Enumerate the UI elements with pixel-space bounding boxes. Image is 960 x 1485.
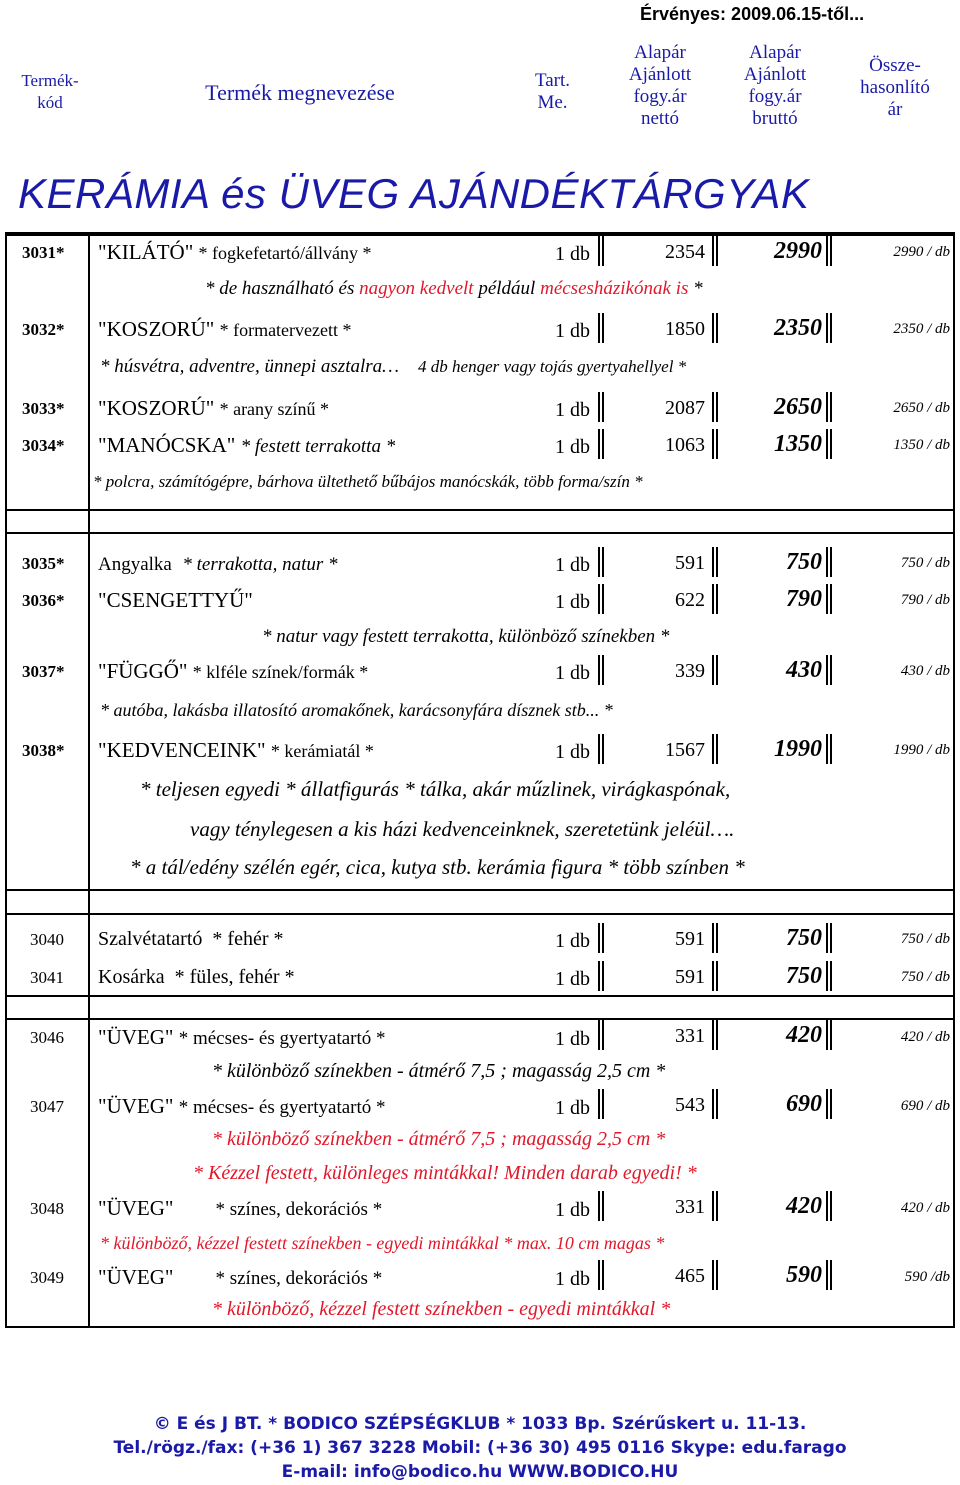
product-name: "ÜVEG" * mécses- és gyertyatartó * [98, 1094, 386, 1118]
product-name: "ÜVEG" * színes, dekorációs * [98, 1265, 383, 1289]
price-column-bar [598, 1260, 600, 1290]
product-name: "FÜGGŐ" * klféle színek/formák * [98, 659, 369, 683]
product-qty: 1 db [555, 1199, 590, 1221]
product-note: * a tál/edény szélén egér, cica, kutya stb. kerámia figura * több színben * [130, 855, 745, 879]
product-code: 3034* [22, 436, 65, 455]
product-gross: 2350 [774, 315, 822, 341]
product-code: 3036* [22, 591, 65, 610]
product-qty: 1 db [555, 399, 590, 421]
footer-contact: Tel./rögz./fax: (+36 1) 367 3228 Mobil: (+36 30) 495 0116 Skype: edu.farago [113, 1438, 847, 1458]
price-column-bar [602, 655, 604, 685]
product-net: 331 [675, 1025, 705, 1047]
product-qty: 1 db [555, 741, 590, 763]
price-column-bar [598, 961, 600, 991]
product-compare: 1990 / db [893, 742, 950, 758]
price-column-bar [826, 655, 828, 685]
product-qty: 1 db [555, 1268, 590, 1290]
price-column-bar [598, 392, 600, 422]
price-column-bar [602, 923, 604, 953]
price-column-bar [602, 961, 604, 991]
product-name: Szalvétatartó * fehér * [98, 928, 284, 950]
product-net: 339 [675, 660, 705, 682]
product-qty: 1 db [555, 1097, 590, 1119]
price-column-bar [830, 961, 832, 991]
product-note: vagy ténylegesen a kis házi kedvenceinknek, szeretetünk jeléül…. [190, 817, 735, 841]
price-column-bar [602, 1260, 604, 1290]
product-compare: 790 / db [900, 592, 950, 608]
product-gross: 1990 [774, 736, 822, 762]
product-net: 2087 [665, 397, 705, 419]
product-code: 3046 [30, 1028, 64, 1047]
product-name: Kosárka * füles, fehér * [98, 966, 295, 988]
header-unit: Tart. Me. [534, 70, 571, 113]
product-compare: 690 / db [900, 1098, 950, 1114]
price-column-bar [598, 734, 600, 764]
price-column-bar [602, 429, 604, 459]
product-name: Angyalka * terrakotta, natur * [98, 554, 338, 575]
product-name: "CSENGETTYŰ" [98, 588, 253, 612]
price-column-bar [830, 923, 832, 953]
product-gross: 420 [786, 1022, 822, 1048]
price-column-bar [830, 313, 832, 343]
product-net: 1850 [665, 318, 705, 340]
price-column-bar [830, 392, 832, 422]
product-code: 3035* [22, 554, 65, 573]
product-gross: 2990 [774, 238, 822, 264]
product-gross: 750 [786, 925, 822, 951]
product-compare: 430 / db [900, 663, 950, 679]
product-compare: 2350 / db [893, 321, 950, 337]
footer-company: © E és J BT. * BODICO SZÉPSÉGKLUB * 1033 Bp. Szérűskert u. 11-13. [153, 1414, 807, 1434]
product-name: "KOSZORÚ" * arany színű * [98, 396, 330, 420]
product-code: 3049 [30, 1268, 64, 1287]
product-net: 591 [675, 552, 705, 574]
product-note: * különböző színekben - átmérő 7,5 ; magasság 2,5 cm * [212, 1128, 666, 1150]
price-column-bar [830, 1260, 832, 1290]
product-compare: 750 / db [900, 931, 950, 947]
price-column-bar [830, 429, 832, 459]
price-column-bar [830, 584, 832, 614]
section-divider [5, 532, 955, 534]
price-column-bar [826, 313, 828, 343]
price-column-bar [602, 734, 604, 764]
product-name: "ÜVEG" * színes, dekorációs * [98, 1196, 383, 1220]
price-column-bar [602, 392, 604, 422]
price-column-bar [598, 236, 600, 266]
product-compare: 1350 / db [893, 437, 950, 453]
price-column-bar [602, 547, 604, 577]
section-title: KERÁMIA és ÜVEG AJÁNDÉKTÁRGYAK [18, 170, 810, 217]
col-divider [88, 234, 90, 1328]
product-net: 331 [675, 1196, 705, 1218]
product-note: * natur vagy festett terrakotta, különböző színekben * [262, 626, 670, 647]
product-code: 3031* [22, 243, 65, 262]
product-compare: 2990 / db [893, 244, 950, 260]
price-column-bar [598, 429, 600, 459]
product-code: 3032* [22, 320, 65, 339]
price-column-bar [598, 1089, 600, 1119]
price-column-bar [826, 1260, 828, 1290]
price-column-bar [602, 1191, 604, 1221]
product-gross: 2650 [774, 394, 822, 420]
product-net: 591 [675, 966, 705, 988]
price-column-bar [830, 1020, 832, 1050]
price-column-bar [602, 236, 604, 266]
footer-web: E-mail: info@bodico.hu WWW.BODICO.HU [281, 1462, 679, 1482]
price-column-bar [830, 236, 832, 266]
product-compare: 750 / db [900, 555, 950, 571]
product-code: 3047 [30, 1097, 64, 1116]
price-column-bar [598, 1191, 600, 1221]
price-column-bar [598, 584, 600, 614]
price-column-bar [602, 1089, 604, 1119]
product-name: "KOSZORÚ" * formatervezett * [98, 317, 352, 341]
product-note: * különböző, kézzel festett színekben - egyedi mintákkal * max. 10 cm magas * [100, 1233, 665, 1253]
product-note: * teljesen egyedi * állatfigurás * tálka, akár műzlinek, virágkaspónak, [140, 777, 731, 801]
price-column-bar [598, 313, 600, 343]
price-column-bar [830, 734, 832, 764]
product-note: * különböző, kézzel festett színekben - egyedi mintákkal * [212, 1298, 671, 1320]
price-column-bar [598, 655, 600, 685]
price-column-bar [826, 1020, 828, 1050]
price-column-bar [830, 1191, 832, 1221]
header-net: Alapár Ajánlott fogy.ár nettó [628, 42, 692, 129]
product-code: 3040 [30, 930, 64, 949]
product-qty: 1 db [555, 554, 590, 576]
product-name: "ÜVEG" * mécses- és gyertyatartó * [98, 1025, 386, 1049]
header-code: Termék- kód [21, 71, 79, 112]
product-qty: 1 db [555, 1028, 590, 1050]
product-name: "MANÓCSKA" * festett terrakotta * [98, 433, 396, 457]
price-column-bar [602, 584, 604, 614]
product-compare: 420 / db [900, 1200, 950, 1216]
product-note: * Kézzel festett, különleges mintákkal! Minden darab egyedi! * [193, 1162, 697, 1184]
product-note: * polcra, számítógépre, bárhova ültethető bűbájos manócskák, több forma/szín * [93, 472, 643, 491]
product-code: 3038* [22, 741, 65, 760]
product-gross: 750 [786, 549, 822, 575]
product-qty: 1 db [555, 243, 590, 265]
section-divider [5, 509, 955, 511]
price-column-bar [598, 547, 600, 577]
price-column-bar [826, 584, 828, 614]
header-compare: Össze- hasonlító ár [860, 55, 930, 120]
product-net: 2354 [665, 241, 705, 263]
price-column-bar [830, 655, 832, 685]
product-gross: 790 [786, 586, 822, 612]
price-column-bar [598, 923, 600, 953]
product-qty: 1 db [555, 662, 590, 684]
product-code: 3041 [30, 968, 64, 987]
product-code: 3033* [22, 399, 65, 418]
validity-date: Érvényes: 2009.06.15-től... [640, 4, 865, 24]
product-qty: 1 db [555, 591, 590, 613]
product-compare: 2650 / db [893, 400, 950, 416]
price-column-bar [826, 392, 828, 422]
product-note: * de használható és nagyon kedvelt például mécsesházikónak is * [205, 278, 703, 299]
section-divider [5, 995, 955, 997]
product-net: 1063 [665, 434, 705, 456]
product-net: 591 [675, 928, 705, 950]
product-net: 1567 [665, 739, 705, 761]
product-code: 3048 [30, 1199, 64, 1218]
price-column-bar [826, 1089, 828, 1119]
product-gross: 1350 [774, 431, 822, 457]
product-name: "KEDVENCEINK" * kerámiatál * [98, 738, 374, 762]
product-name: "KILÁTÓ" * fogkefetartó/állvány * [98, 240, 372, 264]
price-column-bar [826, 236, 828, 266]
product-gross: 590 [786, 1262, 822, 1288]
price-column-bar [826, 734, 828, 764]
price-column-bar [826, 429, 828, 459]
product-note: * különböző színekben - átmérő 7,5 ; magasság 2,5 cm * [212, 1060, 666, 1082]
product-gross: 750 [786, 963, 822, 989]
product-qty: 1 db [555, 968, 590, 990]
price-column-bar [826, 1191, 828, 1221]
product-qty: 1 db [555, 320, 590, 342]
product-compare: 750 / db [900, 969, 950, 985]
price-column-bar [602, 1020, 604, 1050]
price-column-bar [826, 547, 828, 577]
product-compare: 420 / db [900, 1029, 950, 1045]
product-compare: 590 /db [904, 1269, 950, 1285]
section-divider [5, 1018, 955, 1020]
product-note: * autóba, lakásba illatosító aromakőnek, karácsonyfára dísznek stb... * [100, 700, 613, 720]
product-note: * húsvétra, adventre, ünnepi asztalra… 4 db henger vagy tojás gyertyahellyel * [100, 356, 687, 377]
product-net: 622 [675, 589, 705, 611]
product-gross: 430 [786, 657, 822, 683]
product-code: 3037* [22, 662, 65, 681]
header-name: Termék megnevezése [205, 80, 395, 105]
price-column-bar [830, 547, 832, 577]
product-qty: 1 db [555, 930, 590, 952]
section-divider [5, 913, 955, 915]
price-column-bar [826, 923, 828, 953]
price-column-bar [830, 1089, 832, 1119]
price-column-bar [826, 961, 828, 991]
product-net: 465 [675, 1265, 705, 1287]
product-gross: 690 [786, 1091, 822, 1117]
price-column-bar [602, 313, 604, 343]
header-gross: Alapár Ajánlott fogy.ár bruttó [743, 42, 807, 129]
price-column-bar [598, 1020, 600, 1050]
section-divider [5, 889, 955, 891]
product-gross: 420 [786, 1193, 822, 1219]
product-net: 543 [675, 1094, 705, 1116]
product-qty: 1 db [555, 436, 590, 458]
